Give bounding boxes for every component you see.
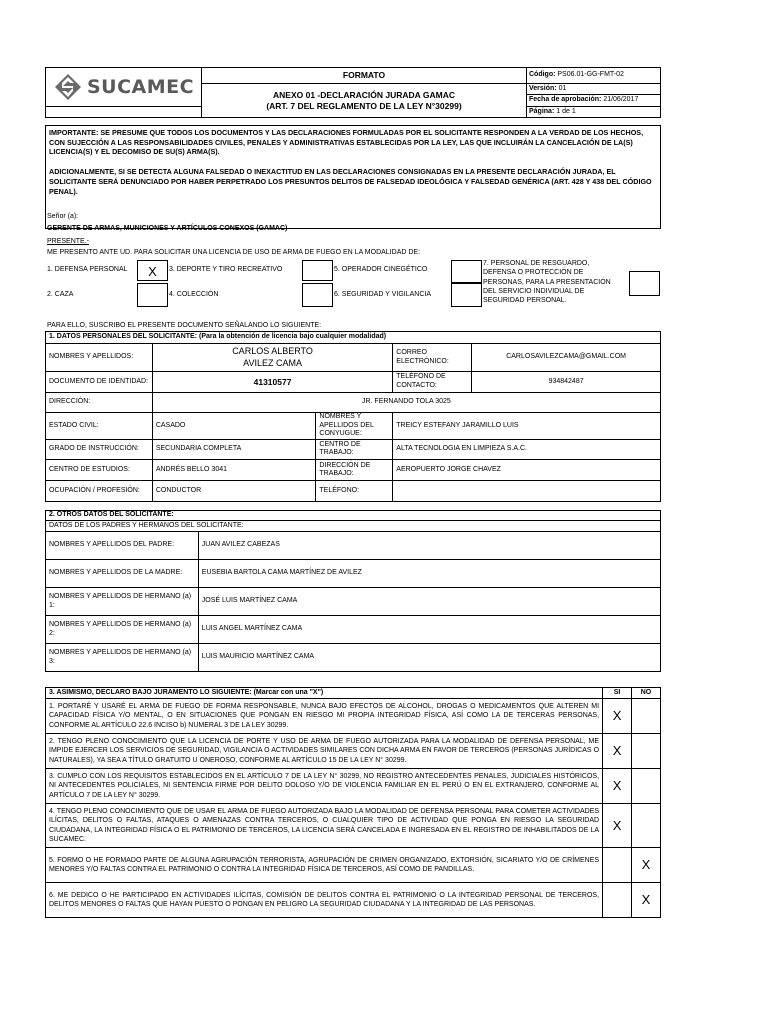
civil-field[interactable]: CASADO	[152, 413, 316, 439]
dir-field[interactable]: JR. FERNANDO TOLA 3025	[152, 392, 660, 413]
otros-datos-table	[45, 510, 661, 672]
doc-label: DOCUMENTO DE IDENTIDAD:	[46, 372, 153, 393]
estudios-field[interactable]: ANDRÉS BELLO 3041	[152, 460, 316, 481]
modalidad-3-checkbox[interactable]	[302, 260, 333, 281]
declaracion-6-text: 6. ME DEDICO O HE PARTICIPADO EN ACTIVIDADES ILÍCITAS, COMISIÓN DE DELITOS CONTRA EL PATRIMONIO O LA INTEGRIDAD PERSONAL DE TERCEROS, DELITOS MENORES O FALTAS QUE HAYAN PUESTO O PONGAN EN PELIGRO LA SEGURIDAD CIUDADANA Y LA INTEGRIDAD DE LAS PERSONAS.	[46, 883, 603, 918]
conyugue-label: NOMBRES Y APELLIDOS DEL CONYUGUE:	[316, 413, 393, 439]
correo-label: CORREO ELECTRÓNICO:	[393, 344, 472, 372]
logo-cell	[46, 68, 202, 107]
hermano-1-label: NOMBRES Y APELLIDOS DE HERMANO (a) 1:	[46, 588, 199, 616]
declaracion-1-no[interactable]	[632, 699, 661, 734]
grado-label: GRADO DE INSTRUCCIÓN:	[46, 439, 153, 460]
ocup-field[interactable]: CONDUCTOR	[152, 480, 316, 501]
modalidad-6-checkbox[interactable]	[451, 283, 482, 307]
telefono-label: TELÉFONO:	[316, 480, 393, 501]
anexo-title: ANEXO 01 -DECLARACIÓN JURADA GAMAC (ART. 7 DEL REGLAMENTO DE LA LEY N°30299)	[202, 84, 527, 118]
declaracion-5-no[interactable]: X	[632, 848, 661, 883]
pagina-cell: Página: 1 de 1	[527, 107, 661, 118]
modalidad-5-checkbox[interactable]	[451, 260, 482, 283]
hermano-3-label: NOMBRES Y APELLIDOS DE HERMANO (a) 3:	[46, 644, 199, 672]
conyugue-field[interactable]: TREICY ESTEFANY JARAMILLO LUIS	[393, 413, 661, 439]
dir-label: DIRECCIÓN:	[46, 392, 153, 413]
padre-label: NOMBRES Y APELLIDOS DEL PADRE:	[46, 532, 199, 560]
sec2-subtitle: DATOS DE LOS PADRES Y HERMANOS DEL SOLICITANTE:	[46, 521, 661, 532]
gerente-label: GERENTE DE ARMAS, MUNICIONES Y ARTÍCULOS CONEXOS (GAMAC)	[47, 225, 288, 232]
hermano-2-field[interactable]: LUIS ANGEL MARTÍNEZ CAMA	[198, 616, 660, 644]
declaracion-table	[45, 687, 661, 918]
nombres-label: NOMBRES Y APELLIDOS:	[46, 344, 153, 372]
ocup-label: OCUPACIÓN / PROFESIÓN:	[46, 480, 153, 501]
datos-personales-table	[45, 331, 661, 502]
me-presento-text: ME PRESENTO ANTE UD. PARA SOLICITAR UNA LICENCIA DE USO DE ARMA DE FUEGO EN LA MODALIDAD DE:	[47, 249, 421, 256]
telefono-field[interactable]	[393, 480, 661, 501]
tel-field[interactable]: 934842487	[472, 372, 661, 393]
declaracion-2-no[interactable]	[632, 734, 661, 769]
trabajo-label: CENTRO DE TRABAJO:	[316, 439, 393, 460]
dirtrab-label: DIRECCIÓN DE TRABAJO:	[316, 460, 393, 481]
correo-field[interactable]: CARLOSAVILEZCAMA@GMAIL.COM	[472, 344, 661, 372]
declaracion-3-no[interactable]	[632, 769, 661, 804]
declaracion-1-si[interactable]: X	[603, 699, 632, 734]
modalidad-7-checkbox[interactable]	[629, 271, 660, 296]
si-header: SI	[603, 688, 632, 699]
sucamec-emblem-icon	[53, 72, 83, 102]
declaracion-2-text: 2. TENGO PLENO CONOCIMIENTO QUE LA LICENCIA DE PORTE Y USO DE ARMA DE FUEGO AUTORIZADA PARA LA MODALIDAD DE DEFENSA PERSONAL, ME IMPIDE EJERCER LOS SERVICIOS DE SEGURIDAD, VIGILANCIA O ACTIVIDADES SIMILARES CON DICHA ARMA EN FAVOR DE TERCEROS (PERSONAS JURÍDICAS O NATURALES), YA SEA A TÍTULO GRATUITO U ONEROSO, CONFORME AL ARTÍCULO 15 DE LA LEY N° 30299.	[46, 734, 603, 769]
modalidad-4-label: 4. COLECCIÓN	[169, 291, 219, 298]
trabajo-field[interactable]: ALTA TECNOLOGIA EN LIMPIEZA S.A.C.	[393, 439, 661, 460]
declaracion-3-text: 3. CUMPLO CON LOS REQUISITOS ESTABLECIDOS EN EL ARTÍCULO 7 DE LA LEY N° 30299, NO REGISTRO ANTECEDENTES PENALES, JUDICIALES HISTÓRICOS, NI ANTECEDENTES POLICIALES, NI SENTENCIA FIRME POR DELITO DOLOSO Y/O DE VIOLENCIA FAMILIAR EN EL PERÚ O EN EL EXTRANJERO, CONFORME AL ARTÍCULO 7 DE LA LEY N° 30299.	[46, 769, 603, 804]
hermano-3-field[interactable]: LUIS MAURICIO MARTÍNEZ CAMA	[198, 644, 660, 672]
padre-field[interactable]: JUAN AVILEZ CABEZAS	[198, 532, 660, 560]
brand-name: SUCAMEC	[86, 75, 195, 98]
declaracion-6-no[interactable]: X	[632, 883, 661, 918]
presente-label: PRESENTE.-	[47, 238, 90, 245]
modalidad-1-label: 1. DEFENSA PERSONAL	[47, 266, 128, 273]
sec2-title: 2. OTROS DATOS DEL SOLICITANTE:	[46, 511, 661, 521]
declaracion-1-text: 1. PORTARÉ Y USARÉ EL ARMA DE FUEGO DE FORMA RESPONSABLE, NUNCA BAJO EFECTOS DE ALCOHOL, DROGAS O MEDICAMENTOS QUE ALTEREN MI CAPACIDAD FÍSICA Y/O MENTAL, O EN SITUACIONES QUE PONGAN EN RIESGO MI PROPIA INTEGRIDAD FÍSICA, ASÍ COMO LA DE TERCERAS PERSONAS, CONFORME AL ARTÍCULO 22.6 INCISO b) NUMERAL 3 DE LA LEY 30299.	[46, 699, 603, 734]
sec3-title: 3. ASIMISMO, DECLARO BAJO JURAMENTO LO SIGUIENTE: (Marcar con una "X")	[46, 688, 603, 699]
declaracion-4-text: 4. TENGO PLENO CONOCIMIENTO QUE DE USAR EL ARMA DE FUEGO AUTORIZADA BAJO LA MODALIDAD DE DEFENSA PERSONAL PARA COMETER ACTIVIDADES ILÍCITAS, DELITOS O FALTAS, ATAQUES O AMENAZAS CONTRA TERCEROS, O CUALQUIER TIPO DE ACTIVIDAD QUE PONGA EN RIESGO LA SEGURIDAD CIUDADANA, LA INTEGRIDAD FÍSICA O EL PATRIMONIO DE TERCEROS, LA LICENCIA SERÁ CANCELADA E INGRESADA EN EL REGISTRO DE INHABILITADOS DE LA SUCAMEC.	[46, 804, 603, 848]
hermano-2-label: NOMBRES Y APELLIDOS DE HERMANO (a) 2:	[46, 616, 199, 644]
tel-label: TELÉFONO DE CONTACTO:	[393, 372, 472, 393]
declaracion-6-si[interactable]	[603, 883, 632, 918]
dirtrab-field[interactable]: AEROPUERTO JORGE CHAVEZ	[393, 460, 661, 481]
formato-title: FORMATO	[202, 68, 527, 84]
declaracion-3-si[interactable]: X	[603, 769, 632, 804]
nombres-field[interactable]: CARLOS ALBERTO AVILEZ CAMA	[152, 344, 392, 372]
modalidad-1-checkbox[interactable]: X	[137, 260, 168, 281]
senor-label: Señor (a):	[47, 213, 79, 220]
estudios-label: CENTRO DE ESTUDIOS:	[46, 460, 153, 481]
madre-field[interactable]: EUSEBIA BARTOLA CAMA MARTÍNEZ DE AVILEZ	[198, 560, 660, 588]
version-cell: Versión: 01	[527, 84, 661, 95]
modalidad-2-checkbox[interactable]	[137, 283, 168, 307]
doc-field[interactable]: 41310577	[152, 372, 392, 393]
modalidad-4-checkbox[interactable]	[302, 283, 333, 307]
modalidad-5-label: 5. OPERADOR CINEGÉTICO	[334, 266, 428, 273]
sec1-title: 1. DATOS PERSONALES DEL SOLICITANTE: (Para la obtención de licencia bajo cualquier modalidad)	[46, 332, 661, 344]
declaracion-4-no[interactable]	[632, 804, 661, 848]
madre-label: NOMBRES Y APELLIDOS DE LA MADRE:	[46, 560, 199, 588]
declaracion-5-text: 5. FORMO O HE FORMADO PARTE DE ALGUNA AGRUPACIÓN TERRORISTA, AGRUPACIÓN DE CRIMEN ORGANIZADO, EXTORSIÓN, SICARIATO Y/O DE CRÍMENES MENORES Y/O FALTAS CONTRA EL PATRIMONIO O CONTRA LA INTEGRIDAD FÍSICA DE TERCEROS, ASÍ COMO DE PANDILLAS.	[46, 848, 603, 883]
important-p1: IMPORTANTE: SE PRESUME QUE TODOS LOS DOCUMENTOS Y LAS DECLARACIONES FORMULADAS POR EL SOLICITANTE RESPONDEN A LA VERDAD DE LOS HECHOS, CON SUJECCIÓN A LAS RESPONSABILIDADES CIVILES, PENALES Y ADMINISTRATIVAS ESTABLECIDAS POR LA LEY, LAS QUE INCLUIRÁN LA CANCELACIÓN DE LA(S) LICENCIA(S) Y EL DECOMISO DE SU(S) ARMA(S).	[49, 128, 644, 157]
grado-field[interactable]: SECUNDARIA COMPLETA	[152, 439, 316, 460]
form-header	[45, 67, 661, 118]
hermano-1-field[interactable]: JOSÉ LUIS MARTÍNEZ CAMA	[198, 588, 660, 616]
para-ello-text: PARA ELLO, SUSCRIBO EL PRESENTE DOCUMENTO SEÑALANDO LO SIGUIENTE:	[47, 322, 322, 329]
sucamec-logo	[48, 68, 199, 106]
declaracion-4-si[interactable]: X	[603, 804, 632, 848]
important-notice	[45, 125, 661, 229]
declaracion-2-si[interactable]: X	[603, 734, 632, 769]
modalidad-2-label: 2. CAZA	[47, 291, 74, 298]
no-header: NO	[632, 688, 661, 699]
modalidad-6-label: 6. SEGURIDAD Y VIGILANCIA	[334, 291, 431, 298]
fecha-cell: Fecha de aprobación: 21/06/2017	[527, 95, 661, 107]
declaracion-5-si[interactable]	[603, 848, 632, 883]
modalidad-3-label: 3. DEPORTE Y TIRO RECREATIVO	[169, 266, 283, 273]
important-p2: ADICIONALMENTE, SI SE DETECTA ALGUNA FALSEDAD O INEXACTITUD EN LAS DECLARACIONES CONSIGNADAS EN LA PRESENTE DECLARACIÓN JURADA, EL SOLICITANTE SERÁ DENUNCIADO POR HABER PERPETRADO LOS PRESUNTOS DELITOS DE FALSEDAD IDEOLÓGICA Y FALSEDAD GENÉRICA (ART. 428 Y 438 DEL CÓDIGO PENAL).	[49, 167, 652, 196]
civil-label: ESTADO CIVIL:	[46, 413, 153, 439]
codigo-cell: Código: PS06.01-GG-FMT-02	[527, 68, 661, 84]
modalidad-7-label: 7. PERSONAL DE RESGUARDO, DEFENSA O PROTECCIÓN DE PERSONAS, PARA LA PRESENTACIÓN DEL SERVICIO INDIVIDUAL DE SEGURIDAD PERSONAL.	[483, 260, 611, 305]
